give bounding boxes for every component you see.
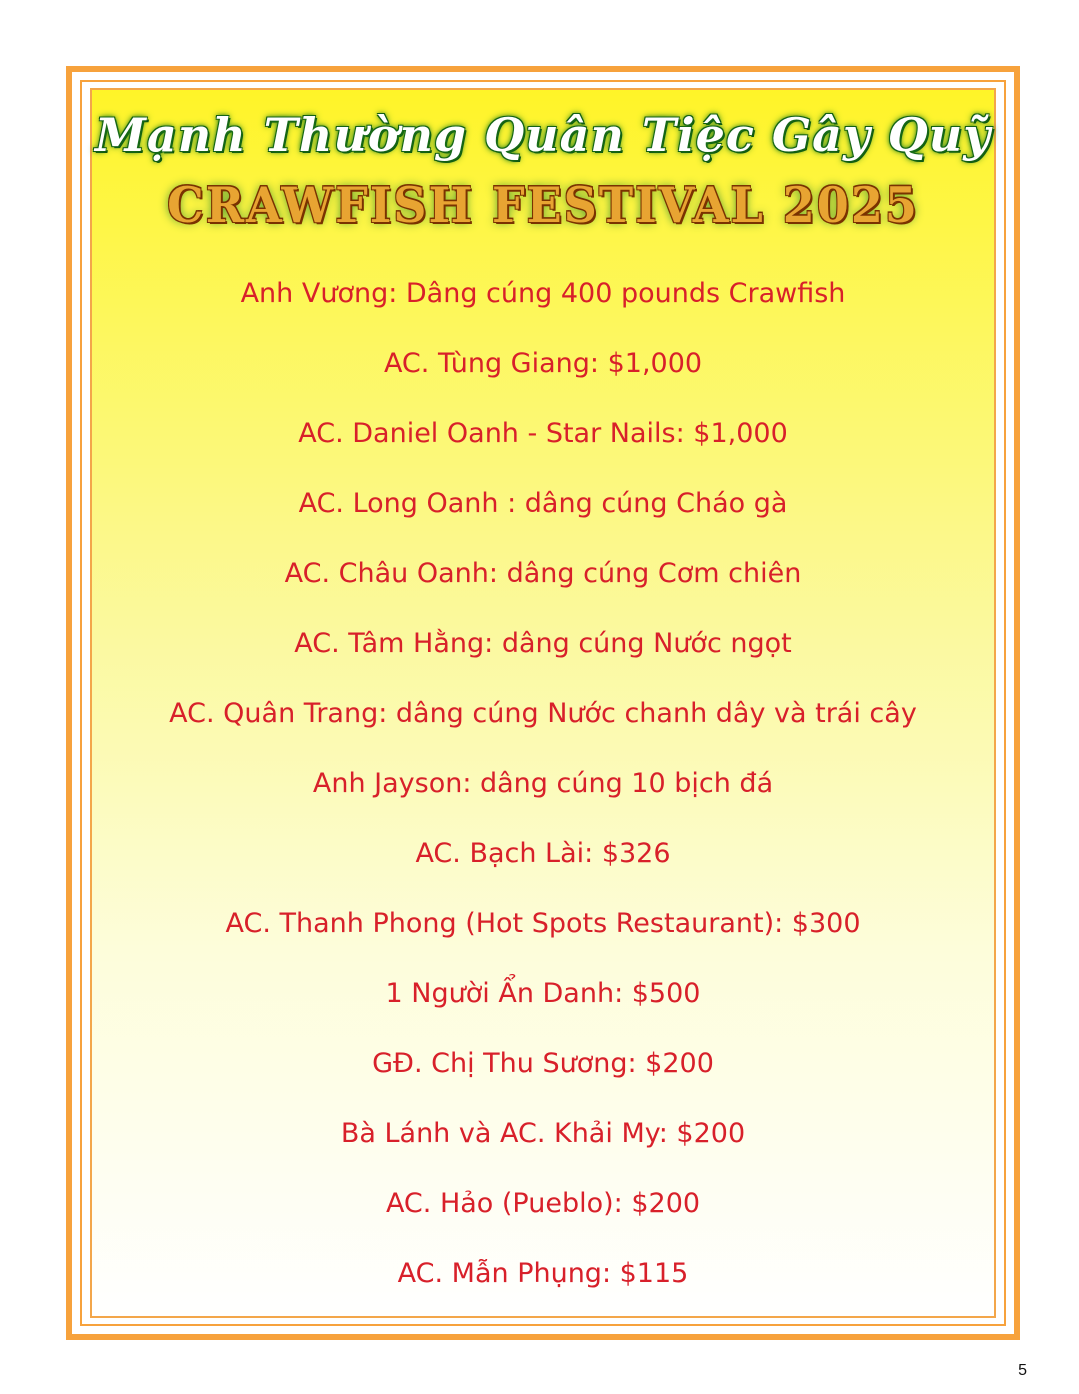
- list-item: AC. Long Oanh : dâng cúng Cháo gà: [298, 488, 788, 519]
- list-item: AC. Quân Trang: dâng cúng Nước chanh dây và trái cây: [169, 698, 917, 729]
- list-item: AC. Châu Oanh: dâng cúng Cơm chiên: [284, 558, 802, 589]
- page-title: Mạnh Thường Quân Tiệc Gây Quỹ: [95, 108, 991, 162]
- list-item: GĐ. Chị Thu Sương: $200: [372, 1048, 714, 1079]
- list-item: AC. Tùng Giang: $1,000: [383, 348, 703, 379]
- list-item: AC. Daniel Oanh - Star Nails: $1,000: [298, 418, 788, 449]
- frame-decor-top: [80, 80, 1006, 82]
- list-item: AC. Tâm Hằng: dâng cúng Nước ngọt: [294, 628, 792, 659]
- donor-list: [90, 270, 996, 1320]
- list-item: AC. Bạch Lài: $326: [415, 838, 671, 869]
- list-item: Anh Jayson: dâng cúng 10 bịch đá: [312, 768, 774, 799]
- frame-decor-bottom: [80, 1324, 1006, 1326]
- list-item: AC. Hảo (Pueblo): $200: [385, 1188, 701, 1219]
- list-item: Bà Lánh và AC. Khải My: $200: [340, 1118, 746, 1149]
- list-item: 1 Người Ẩn Danh: $500: [385, 978, 701, 1009]
- list-item: Anh Vương: Dâng cúng 400 pounds Crawfish: [240, 278, 846, 309]
- list-item: AC. Mẫn Phụng: $115: [397, 1258, 689, 1289]
- page-number: 5: [1018, 1362, 1027, 1379]
- page-subtitle: CRAWFISH FESTIVAL 2025: [167, 176, 919, 234]
- list-item: AC. Thanh Phong (Hot Spots Restaurant): $300: [225, 908, 861, 939]
- frame-decor-left: [80, 80, 82, 1326]
- frame-decor-right: [1004, 80, 1006, 1326]
